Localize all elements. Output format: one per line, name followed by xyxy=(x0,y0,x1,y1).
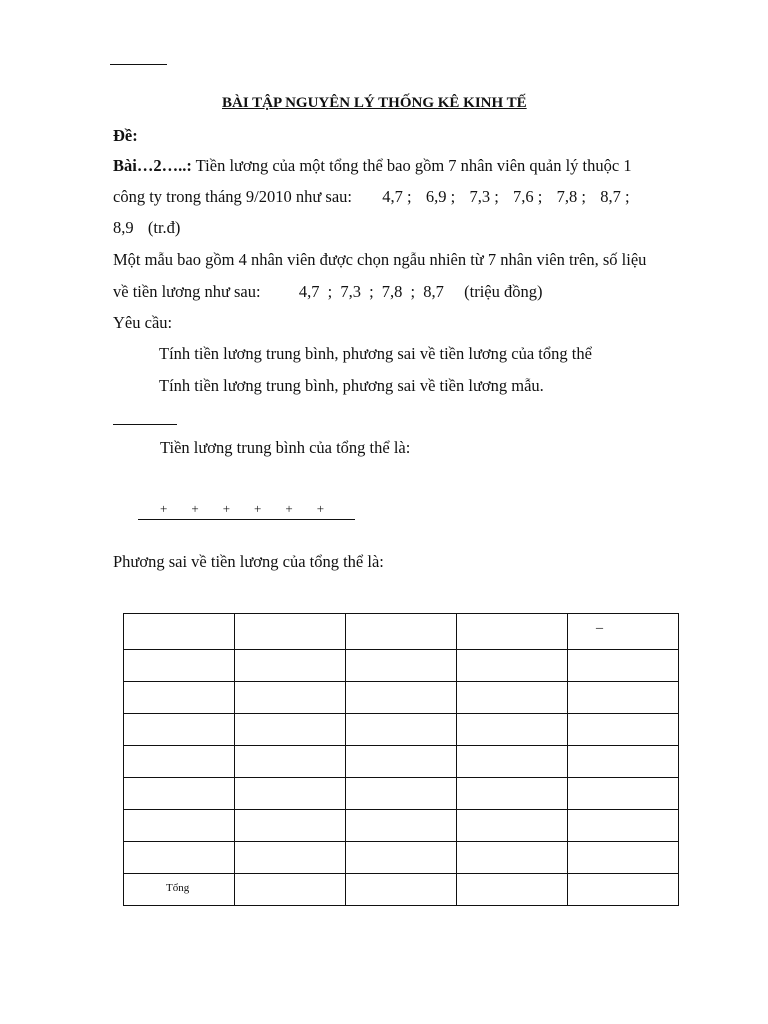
sample-value-4: 8,7 xyxy=(423,282,444,301)
table-row xyxy=(124,714,679,746)
pop-value-1: 4,7 xyxy=(382,187,403,206)
table-row-total xyxy=(124,874,679,906)
table-cell xyxy=(124,682,235,714)
requirement-label: Yêu cầu: xyxy=(113,313,173,332)
unit-long: (triệu đồng) xyxy=(464,282,543,301)
problem-line-2: công ty trong tháng 9/2010 như sau: 4,7 ; 6,9 ; 7,3 ; 7,6 ; 7,8 ; 8,7 ; xyxy=(113,187,630,206)
table-cell xyxy=(568,746,679,778)
table-cell xyxy=(457,842,568,874)
sample-value-3: 7,8 xyxy=(381,282,403,301)
table-cell xyxy=(346,746,457,778)
table-cell xyxy=(235,842,346,874)
sample-line-2: về tiền lương như sau: 4,7 ; 7,3 ; 7,8 ; 8,7 (triệu đồng) xyxy=(113,282,543,301)
table-cell xyxy=(346,714,457,746)
plus-sign: + xyxy=(160,501,168,516)
table-cell xyxy=(235,778,346,810)
problem-line-1 xyxy=(113,156,632,176)
pop-value-6: 8,7 xyxy=(600,187,621,206)
sample-value-2: 7,3 xyxy=(340,282,361,301)
table-cell xyxy=(124,614,235,650)
table-cell xyxy=(457,746,568,778)
table-row xyxy=(124,746,679,778)
table-cell xyxy=(346,842,457,874)
section-rule xyxy=(113,424,177,425)
table-cell xyxy=(568,842,679,874)
plus-sign: + xyxy=(191,501,199,516)
plus-sign: + xyxy=(254,501,262,516)
table-cell xyxy=(457,778,568,810)
sample-line-1: Một mẫu bao gồm 4 nhân viên được chọn ngẫu nhiên từ 7 nhân viên trên, số liệu xyxy=(113,250,647,269)
table-cell xyxy=(124,650,235,682)
table-cell xyxy=(124,810,235,842)
table-cell xyxy=(346,682,457,714)
table-cell xyxy=(457,682,568,714)
table-cell xyxy=(235,746,346,778)
plus-sign: + xyxy=(316,501,325,516)
table-cell xyxy=(457,650,568,682)
table-cell xyxy=(457,714,568,746)
table-row xyxy=(124,682,679,714)
table-cell xyxy=(346,810,457,842)
table-cell xyxy=(346,614,457,650)
table-head-mark: _ xyxy=(596,616,603,631)
pop-value-5: 7,8 xyxy=(556,187,578,206)
table-cell xyxy=(568,714,679,746)
mean-formula xyxy=(160,501,324,517)
table-row xyxy=(124,810,679,842)
table-row xyxy=(124,842,679,874)
requirement-1: Tính tiền lương trung bình, phương sai về tiền lương của tổng thể xyxy=(159,344,592,363)
table-cell xyxy=(124,874,235,906)
top-rule xyxy=(110,64,167,65)
mean-label: Tiền lương trung bình của tổng thể là: xyxy=(160,438,411,457)
table-row xyxy=(124,778,679,810)
table-cell xyxy=(457,614,568,650)
table-cell xyxy=(124,842,235,874)
table-cell xyxy=(568,778,679,810)
pop-value-7: 8,9 xyxy=(113,218,134,237)
total-label: Tổng xyxy=(166,882,190,894)
sample-text: về tiền lương như sau: xyxy=(113,282,261,301)
plus-sign: + xyxy=(285,501,293,516)
table-cell xyxy=(346,650,457,682)
sample-value-1: 4,7 xyxy=(298,282,320,301)
pop-value-4: 7,6 xyxy=(513,187,534,206)
table-cell xyxy=(568,682,679,714)
plus-sign: + xyxy=(222,501,231,516)
page-title: BÀI TẬP NGUYÊN LÝ THỐNG KÊ KINH TẾ xyxy=(222,95,527,111)
table-row xyxy=(124,650,679,682)
table-cell xyxy=(568,650,679,682)
problem-text-2: công ty trong tháng 9/2010 như sau: xyxy=(113,187,353,206)
problem-text-1: Tiền lương của một tổng thể bao gồm 7 nhân viên quản lý thuộc 1 xyxy=(191,156,632,175)
de-label: Đề: xyxy=(113,126,138,145)
table-cell xyxy=(346,778,457,810)
table-cell xyxy=(235,650,346,682)
pop-value-2: 6,9 xyxy=(425,187,447,206)
problem-label: Bài…2…..: xyxy=(113,156,192,175)
table-cell xyxy=(568,874,679,906)
table-cell xyxy=(457,874,568,906)
table-cell xyxy=(124,746,235,778)
table-cell xyxy=(457,810,568,842)
pop-value-3: 7,3 xyxy=(469,187,491,206)
table-cell xyxy=(235,682,346,714)
table-cell xyxy=(124,714,235,746)
table-cell xyxy=(235,810,346,842)
table-row xyxy=(124,614,679,650)
table-cell xyxy=(124,778,235,810)
table-cell xyxy=(568,614,679,650)
variance-label: Phương sai về tiền lương của tổng thể là: xyxy=(113,552,384,571)
unit-short: (tr.đ) xyxy=(147,218,181,237)
table-cell xyxy=(235,714,346,746)
table-cell xyxy=(568,810,679,842)
table-cell xyxy=(235,614,346,650)
fraction-bar xyxy=(138,519,355,520)
problem-line-3 xyxy=(113,218,180,238)
table-cell xyxy=(235,874,346,906)
table-cell xyxy=(346,874,457,906)
requirement-2: Tính tiền lương trung bình, phương sai về tiền lương mẫu. xyxy=(159,376,544,395)
variance-table xyxy=(123,613,679,906)
